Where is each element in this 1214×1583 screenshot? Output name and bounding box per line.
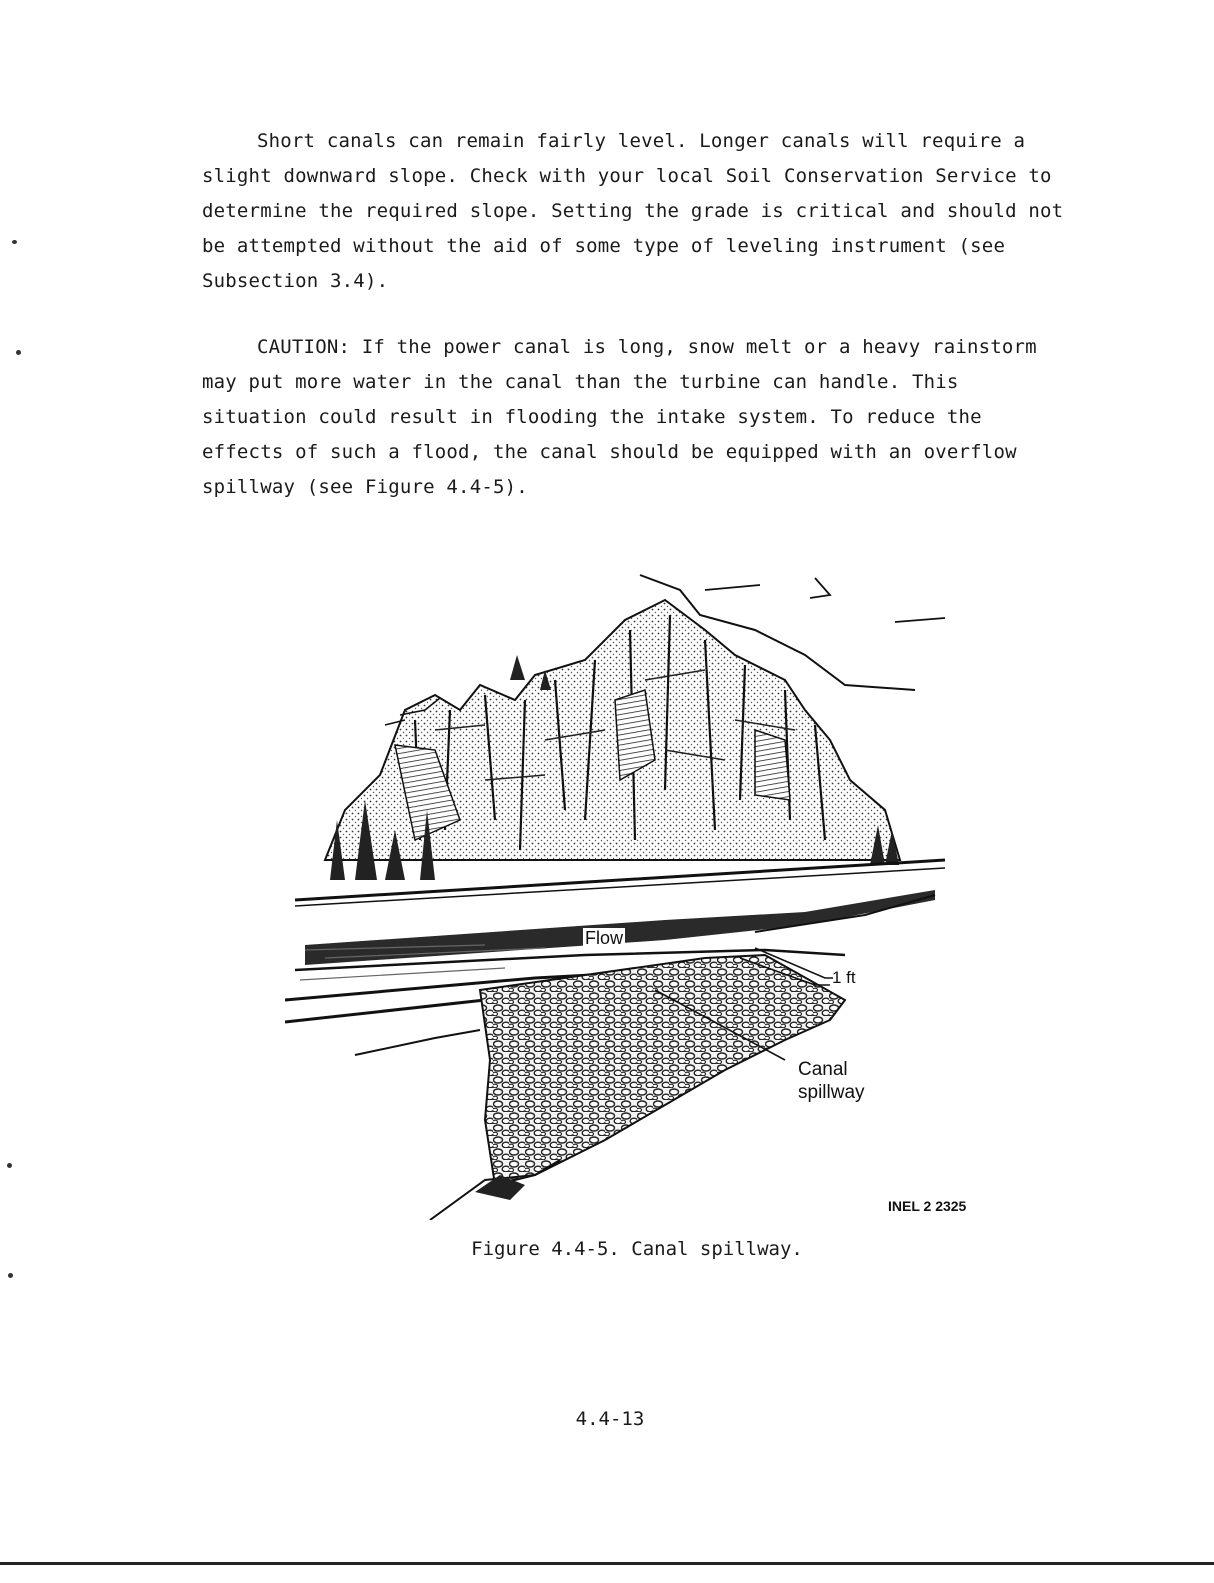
- canal-spillway-drawing: [285, 560, 985, 1220]
- canal-spillway-illustration: [285, 560, 985, 1220]
- page-number: 4.4-13: [575, 1408, 645, 1430]
- figure-caption: Figure 4.4-5. Canal spillway.: [471, 1238, 803, 1260]
- scan-edge-line: [0, 1562, 1214, 1565]
- scan-speck: [7, 1163, 12, 1168]
- scan-speck: [8, 1273, 13, 1278]
- paragraph-caution: [202, 330, 1072, 505]
- paragraph-slope: [202, 124, 1072, 299]
- cliff-background: [325, 575, 945, 860]
- paragraph-slope-text: Short canals can remain fairly level. Longer canals will require a slight downward slope. Check with your local Soil Conservation Service to determine the required slope. Setting the grade is critical and should not be attempted without the aid of some type of leveling instrument (see Subsection 3.4).: [202, 130, 1064, 292]
- spillway-label: Canal spillway: [798, 1059, 865, 1103]
- paragraph-caution-text: CAUTION: If the power canal is long, snow melt or a heavy rainstorm may put more water in the canal than the turbine can handle. This situation could result in flooding the intake system. To reduce the effects of such a flood, the canal should be equipped with an overflow spillway (see Figure 4.4-5).: [202, 336, 1037, 498]
- scan-speck: [12, 240, 17, 244]
- scan-speck: [16, 350, 21, 355]
- figure-code: INEL 2 2325: [888, 1198, 967, 1214]
- height-label: 1 ft: [832, 968, 856, 987]
- rock-spillway: [430, 955, 845, 1220]
- flow-label: Flow: [585, 928, 624, 948]
